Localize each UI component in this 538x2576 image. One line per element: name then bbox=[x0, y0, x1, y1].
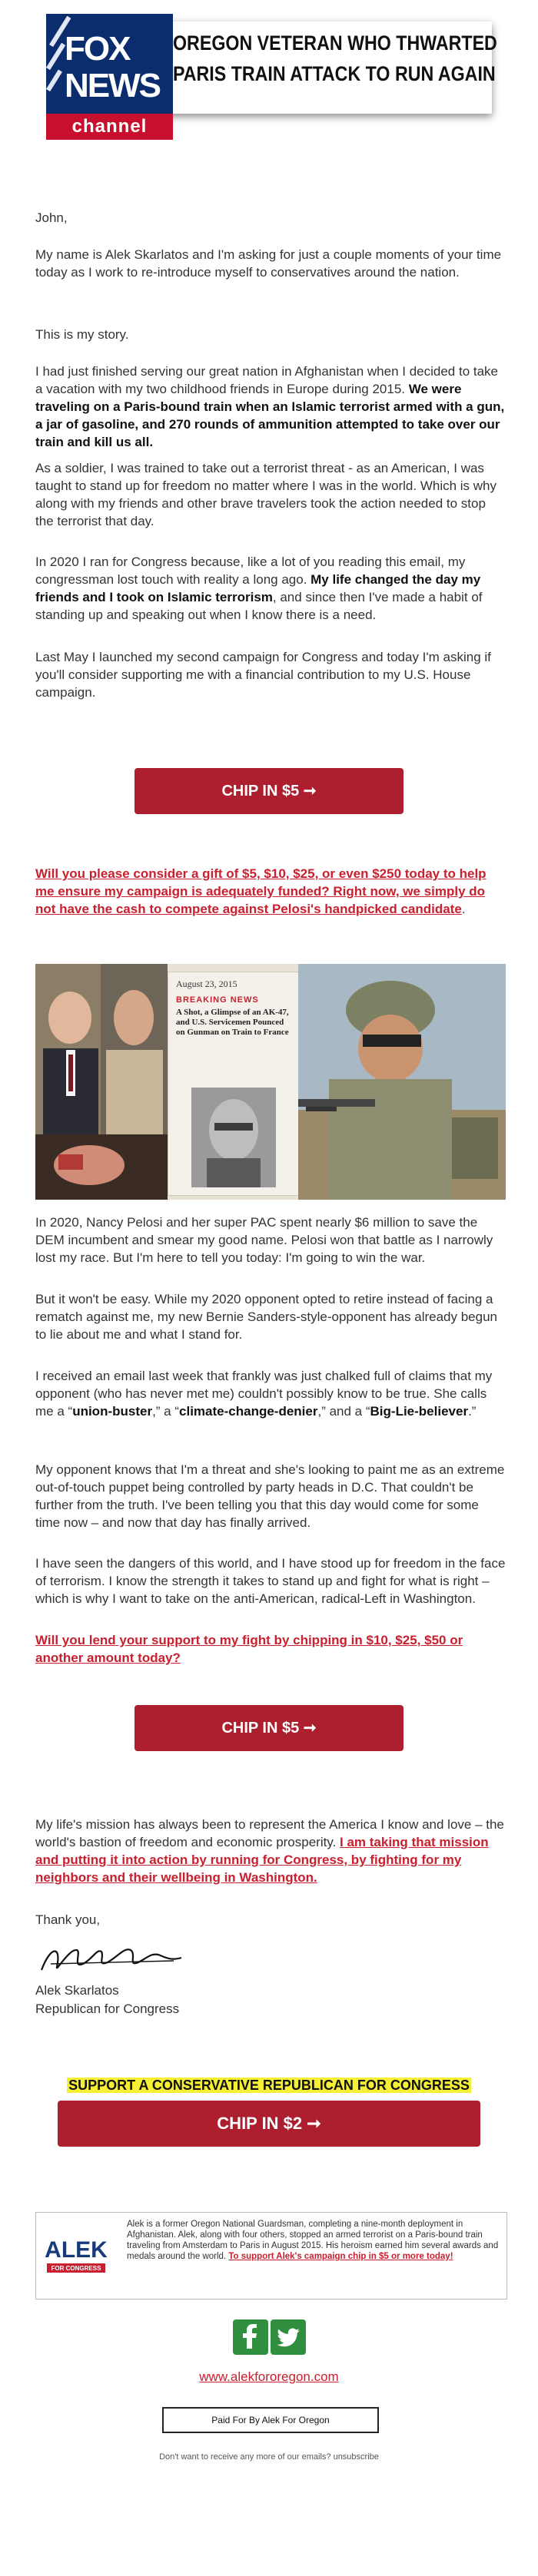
soldier-photo bbox=[298, 964, 506, 1200]
logo-channel: channel bbox=[71, 116, 148, 137]
bold-text: climate-change-denier bbox=[179, 1404, 318, 1419]
paragraph-campaign: Last May I launched my second campaign for Congress and today I'm asking if you'll consider supporting me with a financial contribution to my U.S. House campaign. bbox=[35, 650, 491, 700]
logo-bottom: NEWS bbox=[65, 67, 160, 104]
logo-streak bbox=[46, 43, 65, 70]
portrait-photo bbox=[35, 964, 168, 1200]
text-span: , and since then I've made a habit of standing up and speaking out when I know there is a need. bbox=[35, 590, 483, 622]
news-date: August 23, 2015 bbox=[176, 978, 237, 989]
chip-in-2-button[interactable]: CHIP IN $2 ➞ bbox=[58, 2101, 480, 2147]
signoff: Thank you, bbox=[35, 1912, 101, 1927]
news-label: BREAKING NEWS bbox=[176, 995, 259, 1005]
support-banner-text: SUPPORT A CONSERVATIVE REPUBLICAN FOR CONGRESS bbox=[68, 2078, 470, 2093]
bold-text: We were traveling on a Paris-bound train when an Islamic terrorist armed with a gun, a jar of gasoline, and 270 rounds of ammunition attempted to take over our train and kill us all. bbox=[35, 382, 505, 449]
donation-ask-1[interactable] bbox=[35, 865, 506, 918]
paragraph-2020 bbox=[35, 553, 506, 624]
logo-sub: FOR CONGRESS bbox=[51, 2265, 101, 2272]
paragraph-story: This is my story. bbox=[35, 327, 129, 342]
logo-wordmark bbox=[65, 31, 160, 104]
news-portrait-photo bbox=[191, 1088, 276, 1187]
text-span: Alek is a former Oregon National Guardsman, completing a nine-month deployment in Afghanistan. Alek, along with four others, stopped an armed terrorist on a Paris-bound train traveling from Amsterdam to Paris in August 2015. His heroism earned him several awards and medals around the world. bbox=[127, 2220, 499, 2261]
bold-text: My life changed the day my friends and I took on Islamic terrorism bbox=[35, 572, 481, 604]
logo-streak bbox=[46, 70, 62, 92]
headline-line-1: OREGON VETERAN WHO THWARTED bbox=[173, 31, 497, 55]
chip-in-5-button-2[interactable]: CHIP IN $5 ➞ bbox=[134, 1705, 404, 1751]
greeting: John, bbox=[35, 210, 68, 225]
signature-title: Republican for Congress bbox=[35, 2002, 180, 2016]
text-span: . bbox=[461, 902, 466, 916]
bio-box bbox=[35, 2212, 507, 2300]
facebook-glyph bbox=[233, 2319, 268, 2355]
donation-link[interactable]: Will you lend your support to my fight by chipping in $10, $25, $50 or another amount today? bbox=[35, 1633, 463, 1665]
paragraph-freedom: I have seen the dangers of this world, and I have stood up for freedom in the face of terrorism. I know the strength it takes to stand up and fight for what is right – which is why I want to take on the anti-American, radical-Left in Washington. bbox=[35, 1556, 506, 1606]
paragraph-threat: My opponent knows that I'm a threat and she's looking to paint me as an extreme out-of-touch puppet being controlled by party heads in D.C. That couldn't be further from the truth. I've been telling you that this day would come for some time now – and now that day has finally arrived. bbox=[35, 1462, 505, 1530]
paragraph-intro: My name is Alek Skarlatos and I'm asking for just a couple moments of your time today as I work to re-introduce myself to conservatives around the nation. bbox=[35, 247, 502, 280]
twitter-icon[interactable] bbox=[271, 2319, 306, 2355]
paid-for-disclaimer: Paid For By Alek For Oregon bbox=[162, 2407, 379, 2433]
news-headline: A Shot, a Glimpse of an AK-47, and U.S. Servicemen Pounced on Gunman on Train to France bbox=[176, 1008, 289, 1037]
unsubscribe-text[interactable]: Don't want to receive any more of our emails? unsubscribe bbox=[159, 2452, 379, 2462]
paragraph-pelosi: In 2020, Nancy Pelosi and her super PAC spent nearly $6 million to save the DEM incumbent and smear my good name. Pelosi won that battle as I narrowly lost my race. But I'm here to tell you today: I'm going to win the war. bbox=[35, 1215, 493, 1265]
paragraph-mission bbox=[35, 1816, 506, 1886]
mission-link[interactable]: I am taking that mission and putting it into action by running for Congress, by fighting for my neighbors and their wellbeing in Washington. bbox=[35, 1835, 489, 1885]
facebook-icon[interactable] bbox=[233, 2319, 268, 2355]
bio-donate-link[interactable]: To support Alek's campaign chip in $5 or more today! bbox=[228, 2252, 453, 2261]
alek-campaign-logo bbox=[42, 2220, 110, 2288]
bio-text bbox=[127, 2219, 499, 2262]
donation-link[interactable]: Will you please consider a gift of $5, $10, $25, or even $250 today to help me ensure my campaign is adequately funded? Right now, we simply do not have the cash to compete against Pelosi's handpicked candidate bbox=[35, 866, 487, 916]
text-span: In 2020 I ran for Congress because, like a lot of you reading this email, my congressman lost touch with reality a long ago. bbox=[35, 555, 466, 587]
website-link[interactable]: www.alekfororegon.com bbox=[199, 2369, 339, 2384]
logo-top: FOX bbox=[65, 30, 130, 68]
text-span: ,” and a “ bbox=[317, 1404, 370, 1419]
header bbox=[46, 14, 497, 137]
text-span: I received an email last week that frankly was just chalked full of claims that my opponent (who has never met me) couldn't possibly know to be true. She calls me a “ bbox=[35, 1369, 493, 1419]
paragraph-train bbox=[35, 363, 506, 451]
logo-name: ALEK bbox=[45, 2237, 108, 2263]
donation-ask-2[interactable] bbox=[35, 1631, 506, 1667]
signature-image bbox=[35, 1941, 189, 1978]
bold-text: Big-Lie-believer bbox=[370, 1404, 469, 1419]
paragraph-email-claims bbox=[35, 1367, 506, 1420]
paragraph-opponent: But it won't be easy. While my 2020 opponent opted to retire instead of facing a rematch against me, my new Bernie Sanders-style-opponent has already begun to lie about me and what I stand for. bbox=[35, 1292, 498, 1342]
support-banner bbox=[64, 2076, 474, 2094]
text-span: My life's mission has always been to represent the America I know and love – the world's bastion of freedom and economic prosperity. bbox=[35, 1817, 504, 1849]
paragraph-soldier: As a soldier, I was trained to take out a terrorist threat - as an American, I was taught to stand up for freedom no matter where I was in the world. Which is why along with my friends and other brave travelers took the action needed to stop the terrorist that day. bbox=[35, 461, 497, 528]
photo-collage bbox=[35, 964, 506, 1200]
news-article-card bbox=[168, 972, 300, 1196]
text-span: I had just finished serving our great nation in Afghanistan when I decided to take a vacation with my two childhood friends in Europe during 2015. bbox=[35, 364, 499, 396]
headline-line-2: PARIS TRAIN ATTACK TO RUN AGAIN bbox=[173, 62, 496, 85]
text-span: ,” a “ bbox=[152, 1404, 180, 1419]
twitter-glyph bbox=[271, 2319, 306, 2355]
headline-title bbox=[173, 28, 497, 89]
bold-text: union-buster bbox=[72, 1404, 153, 1419]
signature-name: Alek Skarlatos bbox=[35, 1983, 119, 1998]
fox-news-logo bbox=[46, 14, 173, 140]
text-span: .” bbox=[468, 1404, 477, 1419]
chip-in-5-button[interactable]: CHIP IN $5 ➞ bbox=[134, 768, 404, 814]
